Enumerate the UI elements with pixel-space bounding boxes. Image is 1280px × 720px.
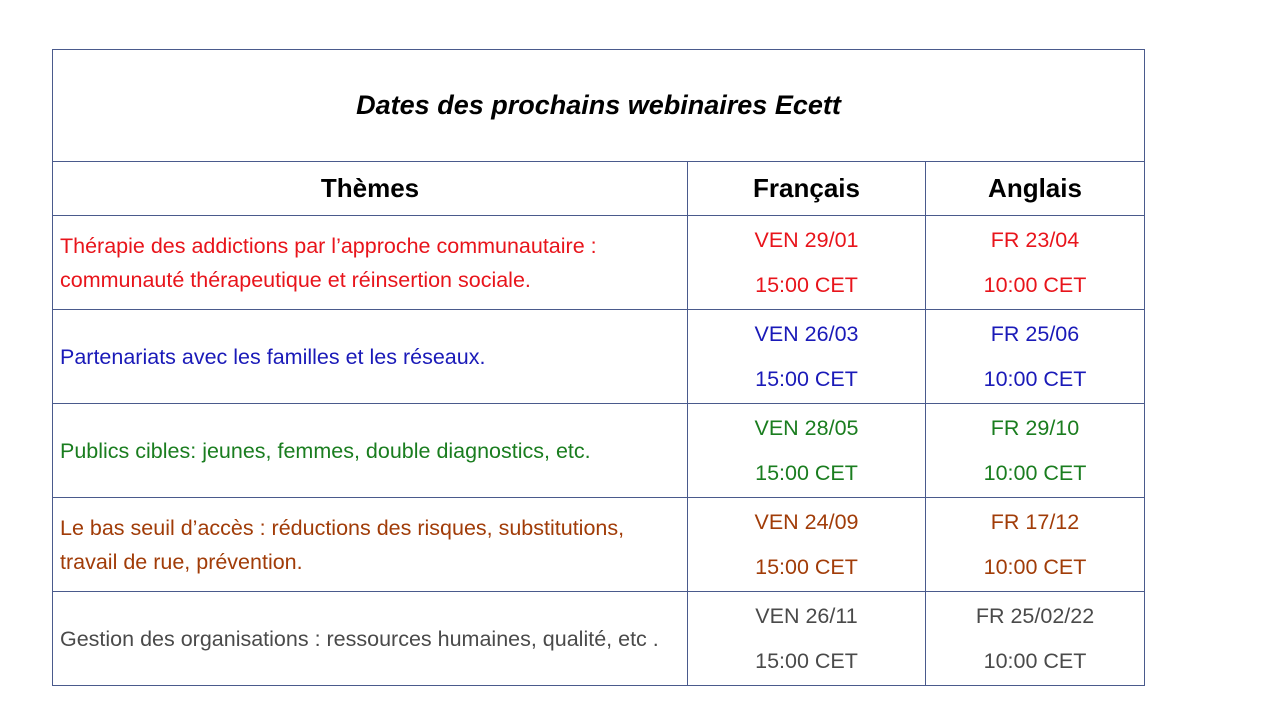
english-time: 10:00 CET — [983, 648, 1087, 673]
table-row — [53, 310, 1145, 404]
table-title: Dates des prochains webinaires Ecett — [53, 50, 1145, 162]
english-session-cell — [926, 216, 1145, 310]
english-session-cell — [926, 592, 1145, 686]
header-french: Français — [688, 162, 926, 216]
french-time: 15:00 CET — [755, 648, 858, 673]
title-row — [53, 50, 1145, 162]
english-time: 10:00 CET — [983, 366, 1087, 391]
table-row — [53, 498, 1145, 592]
english-date: FR 17/12 — [990, 509, 1080, 534]
english-session-cell — [926, 498, 1145, 592]
header-english: Anglais — [926, 162, 1145, 216]
theme-cell: Publics cibles: jeunes, femmes, double diagnostics, etc. — [53, 404, 688, 498]
french-session-cell — [688, 216, 926, 310]
english-session-cell — [926, 310, 1145, 404]
french-time: 15:00 CET — [755, 272, 858, 297]
english-date: FR 25/06 — [990, 321, 1080, 346]
webinar-schedule-table — [52, 49, 1145, 686]
french-time: 15:00 CET — [755, 460, 858, 485]
theme-cell: Thérapie des addictions par l’approche communautaire : communauté thérapeutique et réinsertion sociale. — [53, 216, 688, 310]
french-session-cell — [688, 310, 926, 404]
french-session-cell — [688, 498, 926, 592]
table-row — [53, 216, 1145, 310]
table-row — [53, 404, 1145, 498]
table-row — [53, 592, 1145, 686]
french-date: VEN 24/09 — [754, 509, 859, 534]
french-time: 15:00 CET — [755, 554, 858, 579]
english-time: 10:00 CET — [983, 554, 1087, 579]
french-date: VEN 29/01 — [754, 227, 859, 252]
english-date: FR 29/10 — [990, 415, 1080, 440]
english-session-cell — [926, 404, 1145, 498]
header-themes: Thèmes — [53, 162, 688, 216]
english-date: FR 23/04 — [990, 227, 1080, 252]
theme-cell: Partenariats avec les familles et les réseaux. — [53, 310, 688, 404]
theme-cell: Gestion des organisations : ressources humaines, qualité, etc . — [53, 592, 688, 686]
english-date: FR 25/02/22 — [975, 603, 1095, 628]
theme-cell: Le bas seuil d’accès : réductions des risques, substitutions, travail de rue, prévention. — [53, 498, 688, 592]
header-row — [53, 162, 1145, 216]
french-session-cell — [688, 404, 926, 498]
french-time: 15:00 CET — [755, 366, 858, 391]
french-session-cell — [688, 592, 926, 686]
french-date: VEN 28/05 — [754, 415, 859, 440]
english-time: 10:00 CET — [983, 460, 1087, 485]
french-date: VEN 26/03 — [754, 321, 859, 346]
english-time: 10:00 CET — [983, 272, 1087, 297]
french-date: VEN 26/11 — [755, 603, 858, 628]
